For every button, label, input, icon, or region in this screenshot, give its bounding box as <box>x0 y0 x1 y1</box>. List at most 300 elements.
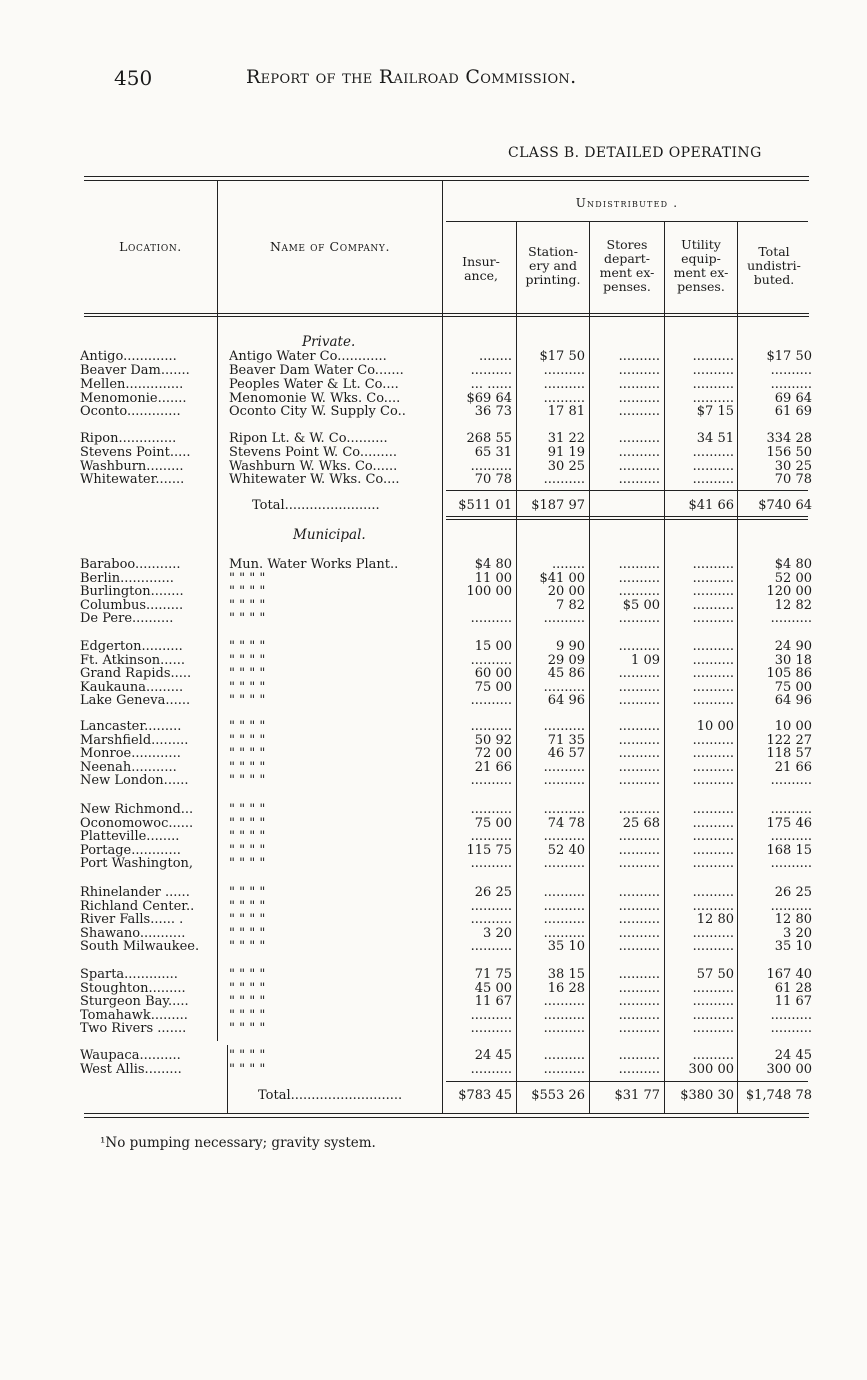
utility-cell: .......... <box>692 844 734 857</box>
table-row <box>0 432 867 445</box>
company-cell: " " " " <box>229 1009 266 1022</box>
table-row <box>0 572 867 585</box>
company-cell: " " " " <box>229 599 266 612</box>
company-cell: " " " " <box>229 640 266 653</box>
utility-cell: $7 15 <box>696 405 734 418</box>
company-cell: " " " " <box>229 1063 266 1076</box>
stores-cell: .......... <box>618 900 660 913</box>
total-cell: 61 28 <box>774 982 812 995</box>
utility-cell: 57 50 <box>696 968 734 981</box>
header-total <box>738 245 810 287</box>
insurance-cell: 65 31 <box>474 446 512 459</box>
section-private: Private. <box>302 334 356 350</box>
stationery-cell: 20 00 <box>547 585 585 598</box>
private-total-row <box>0 499 867 512</box>
location-cell: Portage............ <box>80 844 181 857</box>
table-top-rule <box>84 176 809 177</box>
total-insurance: $783 45 <box>458 1089 512 1102</box>
location-cell: Richland Center.. <box>80 900 195 913</box>
utility-cell: .......... <box>692 694 734 707</box>
header-utility-line: Utility <box>681 237 721 252</box>
total-cell: 75 00 <box>774 681 812 694</box>
location-cell: Columbus......... <box>80 599 184 612</box>
company-cell: " " " " <box>229 667 266 680</box>
stores-cell: .......... <box>618 1022 660 1035</box>
table-row <box>0 654 867 667</box>
total-cell: 122 27 <box>766 734 812 747</box>
insurance-cell: .......... <box>470 720 512 733</box>
header-utility-line: equip- <box>681 251 721 266</box>
footnote: ¹No pumping necessary; gravity system. <box>100 1135 376 1151</box>
total-cell: 64 96 <box>774 694 812 707</box>
location-cell: Port Washington, <box>80 857 194 870</box>
stationery-cell: .......... <box>543 913 585 926</box>
insurance-cell: .......... <box>470 900 512 913</box>
stationery-cell: 17 81 <box>547 405 585 418</box>
stationery-cell: 46 57 <box>547 747 585 760</box>
company-cell: " " " " <box>229 654 266 667</box>
stores-cell: .......... <box>618 364 660 377</box>
insurance-cell: .......... <box>470 1022 512 1035</box>
insurance-cell: 75 00 <box>474 681 512 694</box>
company-cell: " " " " <box>229 612 266 625</box>
location-cell: Oconomowoc...... <box>80 817 194 830</box>
utility-cell: .......... <box>692 857 734 870</box>
location-cell: Whitewater....... <box>80 473 185 486</box>
stores-cell: .......... <box>618 432 660 445</box>
location-cell: Berlin............. <box>80 572 174 585</box>
total-cell: 24 45 <box>774 1049 812 1062</box>
running-title: Report of the Railroad Commission. <box>246 66 577 88</box>
location-cell: Oconto............. <box>80 405 181 418</box>
table-row <box>0 720 867 733</box>
location-cell: Beaver Dam....... <box>80 364 190 377</box>
stores-cell: .......... <box>618 803 660 816</box>
table-bottom-rule-2 <box>84 1117 809 1118</box>
stores-cell: .......... <box>618 1009 660 1022</box>
table-top-rule-2 <box>84 180 809 181</box>
table-row <box>0 913 867 926</box>
insurance-cell: .......... <box>470 774 512 787</box>
stores-cell: .......... <box>618 585 660 598</box>
utility-cell: .......... <box>692 774 734 787</box>
insurance-cell: .......... <box>470 803 512 816</box>
insurance-cell: 100 00 <box>466 585 512 598</box>
insurance-cell: 11 00 <box>474 572 512 585</box>
total-cell: 26 25 <box>774 886 812 899</box>
utility-cell: .......... <box>692 572 734 585</box>
stationery-cell: .......... <box>543 900 585 913</box>
total-stores: $31 77 <box>614 1089 660 1102</box>
location-cell: Lake Geneva...... <box>80 694 191 707</box>
header-insurance-line: ance, <box>464 268 498 283</box>
location-cell: New London...... <box>80 774 189 787</box>
stores-cell: .......... <box>618 968 660 981</box>
total-cell: 24 90 <box>774 640 812 653</box>
header-bottom-rule <box>84 313 809 314</box>
table-row <box>0 558 867 571</box>
insurance-cell: 72 00 <box>474 747 512 760</box>
stationery-cell: .......... <box>543 364 585 377</box>
total-cell: 3 20 <box>783 927 812 940</box>
stationery-cell: .......... <box>543 612 585 625</box>
stores-cell: .......... <box>618 886 660 899</box>
location-cell: Lancaster......... <box>80 720 182 733</box>
total-cell: 118 57 <box>766 747 812 760</box>
location-cell: Sturgeon Bay..... <box>80 995 189 1008</box>
utility-cell: .......... <box>692 599 734 612</box>
private-total-top-rule <box>446 490 808 491</box>
insurance-cell: 71 75 <box>474 968 512 981</box>
company-cell: Peoples Water & Lt. Co.... <box>229 378 399 391</box>
stores-cell: .......... <box>618 405 660 418</box>
utility-cell: 300 00 <box>688 1063 734 1076</box>
header-stationery <box>517 245 589 287</box>
company-cell: Stevens Point W. Co......... <box>229 446 398 459</box>
insurance-cell: 50 92 <box>474 734 512 747</box>
stores-cell: .......... <box>618 857 660 870</box>
total-cell: .......... <box>770 378 812 391</box>
utility-cell: .......... <box>692 830 734 843</box>
utility-cell: .......... <box>692 927 734 940</box>
location-cell: Marshfield......... <box>80 734 189 747</box>
location-cell: Waupaca.......... <box>80 1049 181 1062</box>
table-row <box>0 364 867 377</box>
total-cell: .......... <box>770 774 812 787</box>
insurance-cell: $69 64 <box>466 392 512 405</box>
company-cell: " " " " <box>229 913 266 926</box>
company-cell: " " " " <box>229 761 266 774</box>
total-cell: 156 50 <box>766 446 812 459</box>
location-cell: Two Rivers ....... <box>80 1022 187 1035</box>
table-row <box>0 817 867 830</box>
total-cell: .......... <box>770 900 812 913</box>
stationery-cell: $17 50 <box>539 350 585 363</box>
insurance-cell: .......... <box>470 857 512 870</box>
location-cell: Ft. Atkinson...... <box>80 654 185 667</box>
stores-cell: .......... <box>618 774 660 787</box>
utility-cell: .......... <box>692 640 734 653</box>
total-label: Total........................... <box>258 1089 403 1102</box>
header-insurance-line: Insur- <box>462 254 500 269</box>
table-row <box>0 982 867 995</box>
stationery-cell: 45 86 <box>547 667 585 680</box>
location-cell: Kaukauna......... <box>80 681 184 694</box>
total-cell: .......... <box>770 1022 812 1035</box>
insurance-cell: ........ <box>478 350 512 363</box>
table-row <box>0 599 867 612</box>
insurance-cell: .......... <box>470 654 512 667</box>
table-row <box>0 900 867 913</box>
company-cell: " " " " <box>229 585 266 598</box>
table-row <box>0 446 867 459</box>
insurance-cell: $4 80 <box>474 558 512 571</box>
stores-cell: .......... <box>618 460 660 473</box>
stores-cell: .......... <box>618 378 660 391</box>
utility-cell: .......... <box>692 900 734 913</box>
company-cell: " " " " <box>229 1022 266 1035</box>
location-cell: Washburn......... <box>80 460 184 473</box>
stores-cell: .......... <box>618 927 660 940</box>
header-utility-line: ment ex- <box>673 265 729 280</box>
header-location: Location. <box>119 239 182 254</box>
stationery-cell: .......... <box>543 761 585 774</box>
insurance-cell: .......... <box>470 612 512 625</box>
table-row <box>0 886 867 899</box>
company-cell: " " " " <box>229 982 266 995</box>
stationery-cell: 35 10 <box>547 940 585 953</box>
private-total-bottom-rule <box>446 516 808 517</box>
location-cell: Shawano........... <box>80 927 186 940</box>
total-cell: 35 10 <box>774 940 812 953</box>
header-undistributed: Undistributed . <box>575 196 679 210</box>
company-cell: Whitewater W. Wks. Co.... <box>229 473 400 486</box>
total-cell: $4 80 <box>774 558 812 571</box>
stationery-cell: .......... <box>543 927 585 940</box>
company-cell: Mun. Water Works Plant.. <box>229 558 399 571</box>
stationery-cell: .......... <box>543 995 585 1008</box>
stores-cell: $5 00 <box>622 599 660 612</box>
total-cell: 12 80 <box>774 913 812 926</box>
stationery-cell: .......... <box>543 1022 585 1035</box>
utility-cell: .......... <box>692 350 734 363</box>
header-stores-line: penses. <box>603 279 651 294</box>
total-cell: 175 46 <box>766 817 812 830</box>
stores-cell: .......... <box>618 913 660 926</box>
stationery-cell: 7 82 <box>556 599 585 612</box>
utility-cell: .......... <box>692 654 734 667</box>
insurance-cell: .......... <box>470 364 512 377</box>
location-cell: Stoughton......... <box>80 982 186 995</box>
stores-cell: .......... <box>618 830 660 843</box>
total-utility: $41 66 <box>688 499 734 512</box>
total-cell: .......... <box>770 364 812 377</box>
utility-cell: .......... <box>692 886 734 899</box>
table-row <box>0 830 867 843</box>
location-cell: Burlington........ <box>80 585 184 598</box>
insurance-cell: 75 00 <box>474 817 512 830</box>
utility-cell: .......... <box>692 995 734 1008</box>
header-stationery-line: Station- <box>528 244 578 259</box>
company-cell: Menomonie W. Wks. Co.... <box>229 392 401 405</box>
stores-cell: .......... <box>618 350 660 363</box>
municipal-total-row <box>0 1089 867 1102</box>
company-cell: " " " " <box>229 572 266 585</box>
stationery-cell: 91 19 <box>547 446 585 459</box>
total-cell: .......... <box>770 857 812 870</box>
insurance-cell: .......... <box>470 1009 512 1022</box>
table-row <box>0 681 867 694</box>
total-utility: $380 30 <box>680 1089 734 1102</box>
stores-cell: .......... <box>618 995 660 1008</box>
table-row <box>0 1022 867 1035</box>
utility-cell: .......... <box>692 392 734 405</box>
utility-cell: .......... <box>692 446 734 459</box>
company-cell: " " " " <box>229 817 266 830</box>
company-cell: " " " " <box>229 995 266 1008</box>
company-cell: " " " " <box>229 720 266 733</box>
table-row <box>0 857 867 870</box>
stationery-cell: .......... <box>543 857 585 870</box>
insurance-cell: .......... <box>470 940 512 953</box>
insurance-cell: .......... <box>470 830 512 843</box>
company-cell: Antigo Water Co............ <box>229 350 387 363</box>
total-cell: 168 15 <box>766 844 812 857</box>
insurance-cell: 60 00 <box>474 667 512 680</box>
header-stores <box>590 238 664 294</box>
stores-cell: .......... <box>618 473 660 486</box>
stationery-cell: .......... <box>543 774 585 787</box>
company-cell: " " " " <box>229 927 266 940</box>
location-cell: Platteville........ <box>80 830 180 843</box>
utility-cell: .......... <box>692 612 734 625</box>
insurance-cell: 26 25 <box>474 886 512 899</box>
stores-cell: .......... <box>618 392 660 405</box>
stores-cell: .......... <box>618 558 660 571</box>
stationery-cell: 74 78 <box>547 817 585 830</box>
stationery-cell: .......... <box>543 473 585 486</box>
location-cell: Neenah........... <box>80 761 177 774</box>
table-row <box>0 585 867 598</box>
page-number: 450 <box>114 66 153 90</box>
total-cell: 70 78 <box>774 473 812 486</box>
table-row <box>0 803 867 816</box>
company-cell: Ripon Lt. & W. Co.......... <box>229 432 388 445</box>
municipal-total-top-rule <box>446 1081 808 1082</box>
stationery-cell: 52 40 <box>547 844 585 857</box>
table-row <box>0 694 867 707</box>
table-row <box>0 995 867 1008</box>
stationery-cell: .......... <box>543 720 585 733</box>
insurance-cell: .......... <box>470 913 512 926</box>
total-undistributed: $1,748 78 <box>745 1089 812 1102</box>
table-row <box>0 927 867 940</box>
total-cell: 30 18 <box>774 654 812 667</box>
location-cell: Monroe............ <box>80 747 181 760</box>
header-stationery-line: ery and <box>529 258 577 273</box>
location-cell: New Richmond... <box>80 803 194 816</box>
total-cell: .......... <box>770 830 812 843</box>
stores-cell: .......... <box>618 982 660 995</box>
stationery-cell: 38 15 <box>547 968 585 981</box>
stores-cell: .......... <box>618 572 660 585</box>
stationery-cell: .......... <box>543 830 585 843</box>
table-row <box>0 761 867 774</box>
utility-cell: .......... <box>692 747 734 760</box>
company-cell: " " " " <box>229 694 266 707</box>
location-cell: Rhinelander ...... <box>80 886 190 899</box>
header-utility <box>665 238 737 294</box>
location-cell: Grand Rapids..... <box>80 667 192 680</box>
utility-cell: 12 80 <box>696 913 734 926</box>
table-row <box>0 350 867 363</box>
utility-cell: .......... <box>692 460 734 473</box>
table-row <box>0 940 867 953</box>
insurance-cell: 70 78 <box>474 473 512 486</box>
stores-cell: .......... <box>618 612 660 625</box>
utility-cell: .......... <box>692 378 734 391</box>
total-cell: 12 82 <box>774 599 812 612</box>
stores-cell: .......... <box>618 681 660 694</box>
total-cell: .......... <box>770 612 812 625</box>
location-cell: River Falls...... . <box>80 913 184 926</box>
location-cell: Sparta............. <box>80 968 178 981</box>
stationery-cell: .......... <box>543 681 585 694</box>
insurance-cell: 15 00 <box>474 640 512 653</box>
stores-cell: .......... <box>618 1063 660 1076</box>
stores-cell: 25 68 <box>622 817 660 830</box>
table-row <box>0 774 867 787</box>
stationery-cell: ........ <box>551 558 585 571</box>
header-stores-line: Stores <box>606 237 648 252</box>
total-cell: 52 00 <box>774 572 812 585</box>
total-label: Total....................... <box>252 499 380 512</box>
table-row <box>0 392 867 405</box>
header-stationery-line: printing. <box>525 272 581 287</box>
header-insurance <box>446 255 516 283</box>
stationery-cell: $41 00 <box>539 572 585 585</box>
table-row <box>0 734 867 747</box>
stores-cell: .......... <box>618 940 660 953</box>
insurance-cell: .......... <box>470 694 512 707</box>
stationery-cell: .......... <box>543 378 585 391</box>
table-row <box>0 667 867 680</box>
company-cell: " " " " <box>229 900 266 913</box>
stores-cell: .......... <box>618 747 660 760</box>
stationery-cell: .......... <box>543 1063 585 1076</box>
header-company: Name of Company. <box>269 239 391 254</box>
table-row <box>0 473 867 486</box>
table-row <box>0 612 867 625</box>
location-cell: Mellen.............. <box>80 378 184 391</box>
insurance-cell: 268 55 <box>466 432 512 445</box>
stationery-cell: .......... <box>543 1009 585 1022</box>
utility-cell: .......... <box>692 473 734 486</box>
company-cell: " " " " <box>229 734 266 747</box>
utility-cell: .......... <box>692 1009 734 1022</box>
header-total-line: Total <box>758 244 790 259</box>
class-heading: CLASS B. DETAILED OPERATING <box>508 145 762 161</box>
stationery-cell: .......... <box>543 886 585 899</box>
company-cell: " " " " <box>229 968 266 981</box>
total-cell: 300 00 <box>766 1063 812 1076</box>
company-cell: Beaver Dam Water Co....... <box>229 364 404 377</box>
total-cell: 10 00 <box>774 720 812 733</box>
table-row <box>0 1009 867 1022</box>
utility-cell: .......... <box>692 558 734 571</box>
location-cell: Edgerton.......... <box>80 640 183 653</box>
stationery-cell: .......... <box>543 803 585 816</box>
utility-cell: .......... <box>692 940 734 953</box>
total-cell: 61 69 <box>774 405 812 418</box>
table-row <box>0 460 867 473</box>
total-undistributed: $740 64 <box>758 499 812 512</box>
total-cell: 167 40 <box>766 968 812 981</box>
company-cell: " " " " <box>229 940 266 953</box>
insurance-cell: 36 73 <box>474 405 512 418</box>
header-utility-line: penses. <box>677 279 725 294</box>
location-cell: Stevens Point..... <box>80 446 191 459</box>
location-cell: Baraboo........... <box>80 558 181 571</box>
header-bottom-rule-2 <box>84 316 809 317</box>
utility-cell: .......... <box>692 585 734 598</box>
utility-cell: 34 51 <box>696 432 734 445</box>
utility-cell: .......... <box>692 761 734 774</box>
company-cell: " " " " <box>229 857 266 870</box>
stores-cell: .......... <box>618 640 660 653</box>
utility-cell: .......... <box>692 681 734 694</box>
utility-cell: .......... <box>692 803 734 816</box>
